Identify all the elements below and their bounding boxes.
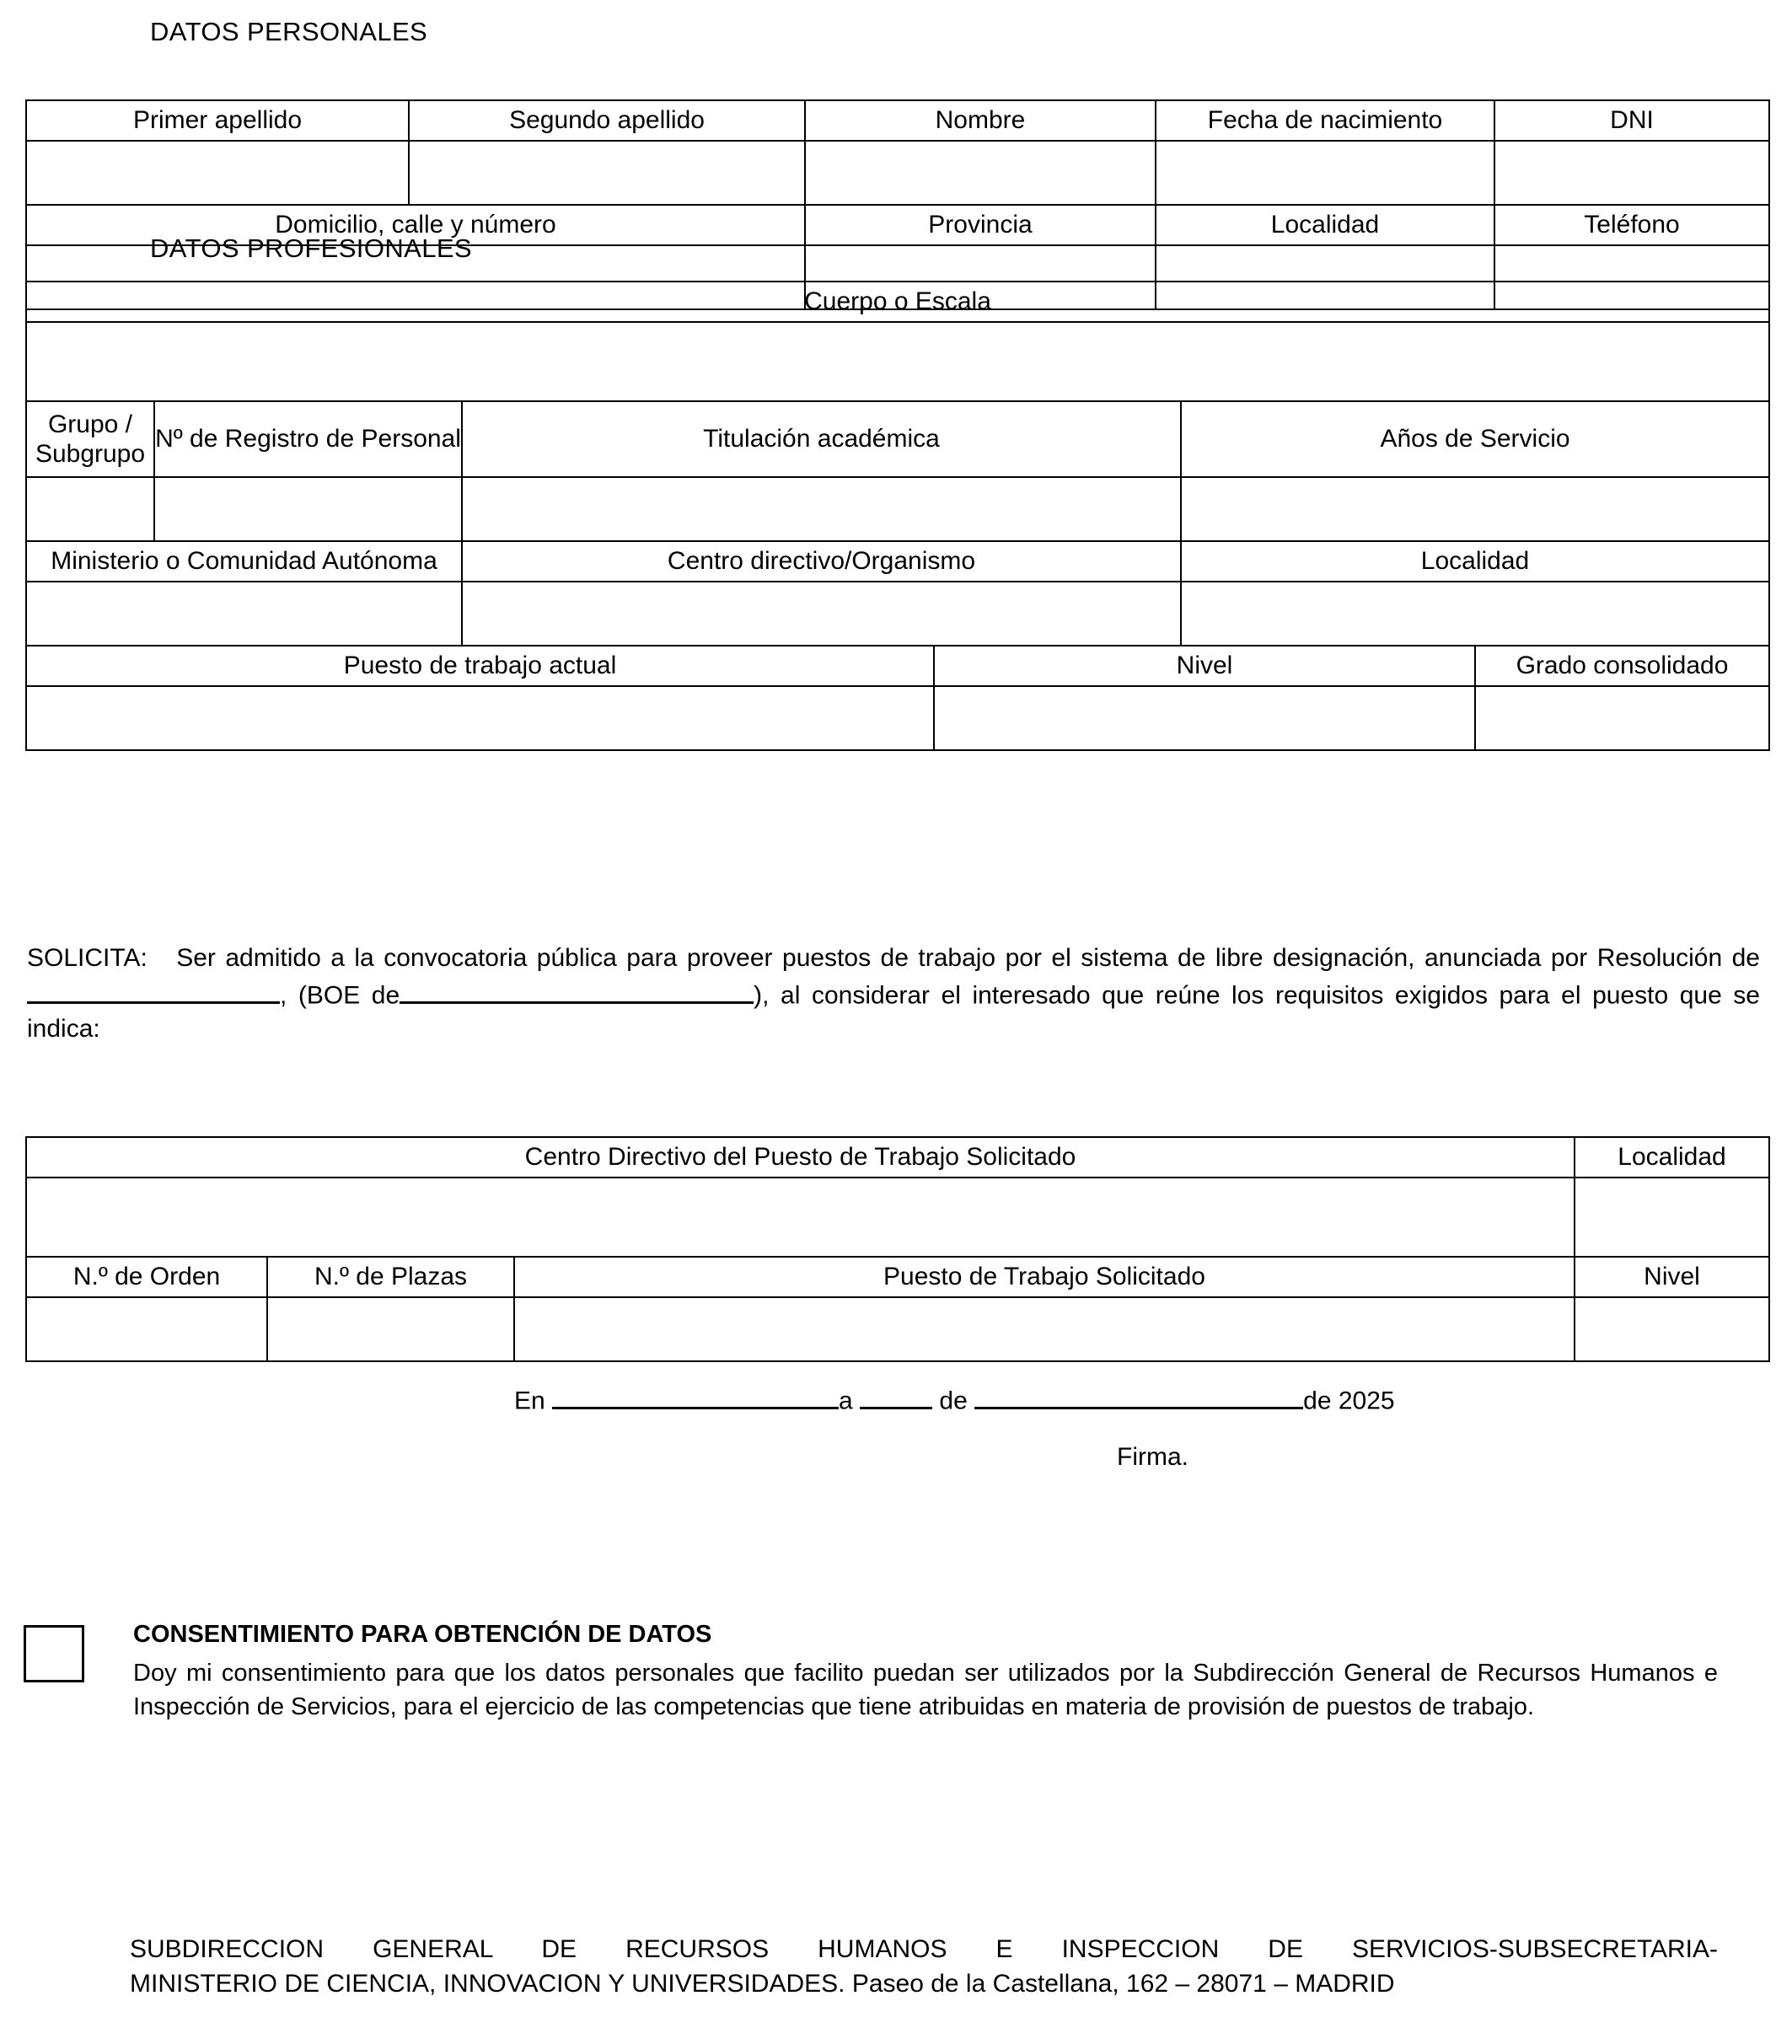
dateline bbox=[514, 1380, 1395, 1416]
table-row bbox=[26, 686, 1769, 750]
header-titulacion-academica: Titulación académica bbox=[462, 401, 1181, 477]
field-puesto-trabajo-solicitado[interactable] bbox=[514, 1297, 1575, 1361]
field-puesto-trabajo-actual[interactable] bbox=[26, 686, 934, 750]
field-fecha-nacimiento[interactable] bbox=[1156, 141, 1494, 205]
field-centro-directivo[interactable] bbox=[462, 582, 1181, 646]
solicita-text-part3: ), al considerar el interesado que reúne los requisitos exigidos para el puesto que se indica: bbox=[27, 981, 1760, 1043]
header-numero-plazas: N.º de Plazas bbox=[267, 1257, 514, 1297]
field-numero-orden[interactable] bbox=[26, 1297, 267, 1361]
table-row bbox=[26, 1137, 1769, 1178]
field-nivel-solicitado[interactable] bbox=[1575, 1297, 1769, 1361]
dateline-suffix: de 2025 bbox=[1303, 1387, 1395, 1415]
header-nivel-actual: Nivel bbox=[934, 646, 1475, 686]
field-primer-apellido[interactable] bbox=[26, 141, 409, 205]
header-grupo-subgrupo bbox=[26, 401, 154, 477]
header-telefono: Teléfono bbox=[1494, 205, 1769, 245]
header-nivel-solicitado: Nivel bbox=[1575, 1257, 1769, 1297]
personal-data-table bbox=[25, 99, 1770, 310]
header-localidad: Localidad bbox=[1156, 205, 1494, 245]
table-row bbox=[26, 100, 1769, 141]
table-row bbox=[26, 541, 1769, 582]
header-puesto-trabajo-actual: Puesto de trabajo actual bbox=[26, 646, 934, 686]
dateline-sep2: de bbox=[939, 1387, 968, 1415]
table-row bbox=[26, 322, 1769, 401]
header-grupo-line1: Grupo / bbox=[47, 410, 133, 438]
input-lugar[interactable] bbox=[552, 1380, 839, 1409]
footer-block bbox=[130, 1933, 1718, 2002]
header-grupo-line2: Subgrupo bbox=[35, 440, 146, 468]
professional-data-section-title: DATOS PROFESIONALES bbox=[150, 233, 472, 263]
table-row bbox=[26, 282, 1769, 322]
table-row bbox=[26, 401, 1769, 477]
header-centro-directivo: Centro directivo/Organismo bbox=[462, 541, 1181, 582]
header-cuerpo-escala: Cuerpo o Escala bbox=[26, 282, 1769, 322]
table-row bbox=[26, 1297, 1769, 1361]
field-ministerio-comunidad[interactable] bbox=[26, 582, 462, 646]
header-centro-directivo-solicitado: Centro Directivo del Puesto de Trabajo Solicitado bbox=[26, 1137, 1575, 1178]
field-titulacion-academica[interactable] bbox=[462, 477, 1181, 541]
field-nombre[interactable] bbox=[805, 141, 1156, 205]
field-localidad-solicitada[interactable] bbox=[1575, 1178, 1769, 1257]
field-registro-personal[interactable] bbox=[154, 477, 462, 541]
solicita-text-part2: , (BOE de bbox=[280, 981, 400, 1010]
header-puesto-trabajo-solicitado: Puesto de Trabajo Solicitado bbox=[514, 1257, 1575, 1297]
table-row bbox=[26, 1257, 1769, 1297]
consent-body-text: Doy mi consentimiento para que los datos personales que facilito puedan ser utilizados por la Subdirección General de Recursos Humanos e Inspección de Servicios, para el ejercicio de las competencias que tiene atribuidas en materia de provisión de puestos de trabajo. bbox=[133, 1660, 1718, 1721]
field-cuerpo-escala[interactable] bbox=[26, 322, 1769, 401]
field-anos-servicio[interactable] bbox=[1181, 477, 1769, 541]
footer-line-1: SUBDIRECCION GENERAL DE RECURSOS HUMANOS E INSPECCION DE SERVICIOS-SUBSECRETARIA- bbox=[130, 1935, 1718, 1963]
header-provincia: Provincia bbox=[805, 205, 1156, 245]
personal-data-section-title: DATOS PERSONALES bbox=[150, 17, 428, 46]
header-registro-personal: Nº de Registro de Personal bbox=[154, 401, 462, 477]
header-nombre: Nombre bbox=[805, 100, 1156, 141]
header-fecha-nacimiento: Fecha de nacimiento bbox=[1156, 100, 1494, 141]
header-ministerio-comunidad: Ministerio o Comunidad Autónoma bbox=[26, 541, 462, 582]
input-mes[interactable] bbox=[974, 1380, 1303, 1409]
field-grupo-subgrupo[interactable] bbox=[26, 477, 154, 541]
consent-checkbox[interactable] bbox=[24, 1625, 84, 1682]
header-dni: DNI bbox=[1494, 100, 1769, 141]
field-centro-directivo-solicitado[interactable] bbox=[26, 1178, 1575, 1257]
table-row bbox=[26, 141, 1769, 205]
input-resolucion-fecha[interactable] bbox=[27, 974, 280, 1004]
solicita-text-part1: Ser admitido a la convocatoria pública para proveer puestos de trabajo por el sistema de libre designación, anunciada por Resolución de bbox=[176, 944, 1760, 972]
requested-position-table bbox=[25, 1136, 1770, 1362]
input-dia[interactable] bbox=[860, 1380, 932, 1409]
field-grado-consolidado[interactable] bbox=[1475, 686, 1769, 750]
header-anos-servicio: Años de Servicio bbox=[1181, 401, 1769, 477]
field-localidad-actual[interactable] bbox=[1181, 582, 1769, 646]
header-domicilio: Domicilio, calle y número bbox=[26, 205, 805, 245]
field-dni[interactable] bbox=[1494, 141, 1769, 205]
header-segundo-apellido: Segundo apellido bbox=[409, 100, 805, 141]
signature-label: Firma. bbox=[1117, 1443, 1188, 1471]
header-primer-apellido: Primer apellido bbox=[26, 100, 409, 141]
header-localidad-actual: Localidad bbox=[1181, 541, 1769, 582]
professional-data-table bbox=[25, 281, 1770, 751]
solicita-paragraph bbox=[27, 942, 1760, 1045]
table-row bbox=[26, 1178, 1769, 1257]
dateline-prefix: En bbox=[514, 1387, 545, 1415]
solicita-label: SOLICITA: bbox=[27, 944, 148, 972]
table-row bbox=[26, 477, 1769, 541]
field-segundo-apellido[interactable] bbox=[409, 141, 805, 205]
consent-title: CONSENTIMIENTO PARA OBTENCIÓN DE DATOS bbox=[133, 1621, 712, 1648]
header-localidad-solicitada: Localidad bbox=[1575, 1137, 1769, 1178]
footer-line-2: MINISTERIO DE CIENCIA, INNOVACION Y UNIVERSIDADES. Paseo de la Castellana, 162 – 28071 – MADRID bbox=[130, 1969, 1395, 1998]
header-grado-consolidado: Grado consolidado bbox=[1475, 646, 1769, 686]
field-numero-plazas[interactable] bbox=[267, 1297, 514, 1361]
table-row bbox=[26, 646, 1769, 686]
input-boe-fecha[interactable] bbox=[400, 974, 754, 1004]
dateline-sep1: a bbox=[839, 1387, 853, 1415]
field-nivel-actual[interactable] bbox=[934, 686, 1475, 750]
header-numero-orden: N.º de Orden bbox=[26, 1257, 267, 1297]
table-row bbox=[26, 582, 1769, 646]
